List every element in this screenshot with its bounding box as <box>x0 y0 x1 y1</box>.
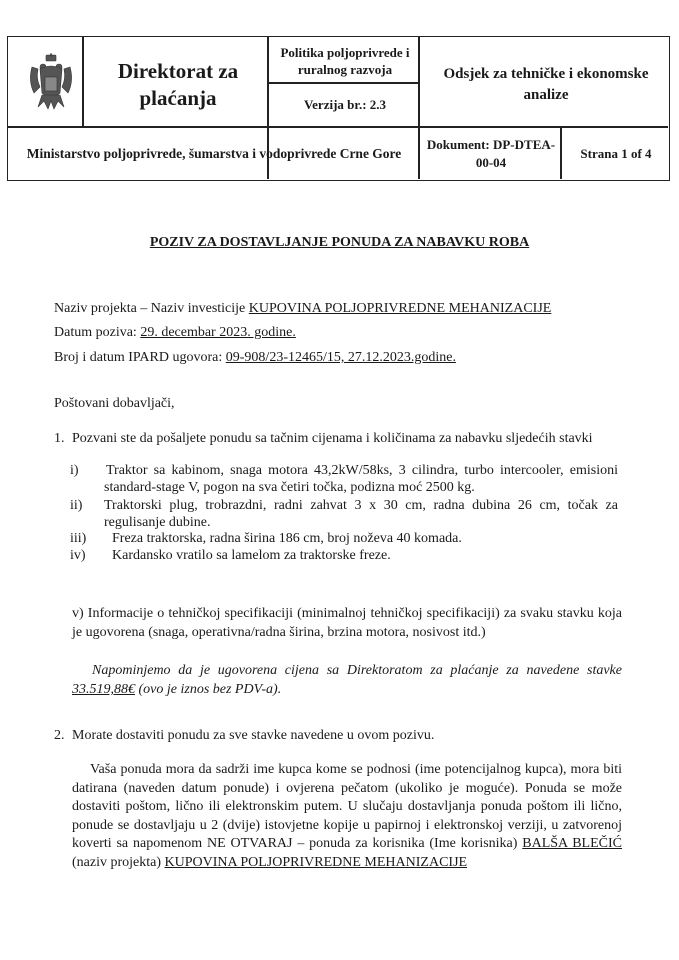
date-value: 29. decembar 2023. godine. <box>140 325 296 340</box>
item-number: i) <box>70 463 79 478</box>
item-number: iv) <box>70 548 86 563</box>
item-text: Traktor sa kabinom, snaga motora 43,2kW/58ks, 3 cilindra, turbo intercooler, emisioni standard-stage V, pogon na sva četiri točka, podizna moć 2500 kg. <box>104 463 618 495</box>
department-label: Odsjek za tehničke i ekonomske analize <box>443 66 649 103</box>
submission-body: Vaša ponuda mora da sadrži ime kupca kome se podnosi (ime potencijalnog kupca), mora biti datirana (naveden datum ponude) i ovjerena pečatom (ukoliko je moguće). Ponuda se može dostaviti poštom, lično ili elektronskim putem. U slučaju dostavljanja ponuda poštom ili lično, ponude se dostavljaju u 2 (dvije) istovjetne kopije u papirnoj i elektronskoj verziji, u zatvorenoj koverti sa napomenom NE OTVARAJ – ponuda za korisnika (Ime korisnika) <box>72 762 622 851</box>
version-label: Verzija br.: 2.3 <box>303 97 387 112</box>
policy-label: Politika poljoprivrede i ruralnog razvoja <box>280 45 410 77</box>
price-amount: 33.519,88€ <box>72 682 135 697</box>
contract-value: 09-908/23-12465/15, 27.12.2023.godine. <box>225 350 456 365</box>
header-table <box>7 36 670 181</box>
document-title: POZIV ZA DOSTAVLJANJE PONUDA ZA NABAVKU ROBA <box>149 235 530 250</box>
item-text: Kardansko vratilo sa lamelom za traktorske freze. <box>112 548 391 563</box>
price-note-tail: (ovo je iznos bez PDV-a). <box>135 682 282 697</box>
submission-instructions <box>72 761 622 872</box>
divider <box>8 126 668 128</box>
page-number: Strana 1 of 4 <box>580 146 652 161</box>
item-text: Freza traktorska, radna širina 186 cm, broj noževa 40 komada. <box>112 531 462 546</box>
date-label: Datum poziva: <box>54 325 141 340</box>
section-2-text: Morate dostaviti ponudu za sve stavke navedene u ovom pozivu. <box>72 728 435 743</box>
contract-line <box>54 349 456 367</box>
item-number: ii) <box>70 498 83 513</box>
project-name-label: Naziv projekta – Naziv investicije <box>54 301 249 316</box>
project-value: KUPOVINA POLJOPRIVREDNE MEHANIZACIJE <box>164 854 468 870</box>
org-name: Direktorat za plaćanja <box>117 59 239 110</box>
price-note-text: Napominjemo da je ugovorena cijena sa Direktoratom za plaćanje za navedene stavke <box>92 663 622 678</box>
divider <box>82 37 84 127</box>
document-id: Dokument: DP-DTEA-00-04 <box>426 137 556 170</box>
technical-info: v) Informacije o tehničkoj specifikaciji (minimalnoj tehničkoj specifikaciji) za svaku stavku koja je ugovorena (snaga, operativna/radna širina, brzina motora, nosivost itd.) <box>72 606 622 640</box>
item-text: Traktorski plug, trobrazdni, radni zahvat 3 x 30 cm, radna dubina 26 cm, točak za regulisanje dubine. <box>104 498 618 530</box>
contract-label: Broj i datum IPARD ugovora: <box>54 350 226 365</box>
section-1-text: Pozvani ste da pošaljete ponudu sa tačnim cijenama i količinama za nabavku sljedećih stavki <box>72 431 593 446</box>
beneficiary-name: BALŠA BLEČIĆ <box>522 836 623 851</box>
montenegro-coat-of-arms-icon <box>26 53 76 111</box>
section-2-number: 2. <box>54 728 65 743</box>
project-label: (naziv projekta) <box>72 854 165 870</box>
greeting: Poštovani dobavljači, <box>54 396 175 411</box>
project-name-value: KUPOVINA POLJOPRIVREDNE MEHANIZACIJE <box>248 301 552 316</box>
ministry-label: Ministarstvo poljoprivrede, šumarstva i vodoprivrede Crne Gore <box>26 146 402 161</box>
section-1-number: 1. <box>54 431 65 446</box>
price-note <box>72 661 622 699</box>
date-line <box>54 324 296 342</box>
item-number: iii) <box>70 531 87 546</box>
project-name-line <box>54 300 551 318</box>
